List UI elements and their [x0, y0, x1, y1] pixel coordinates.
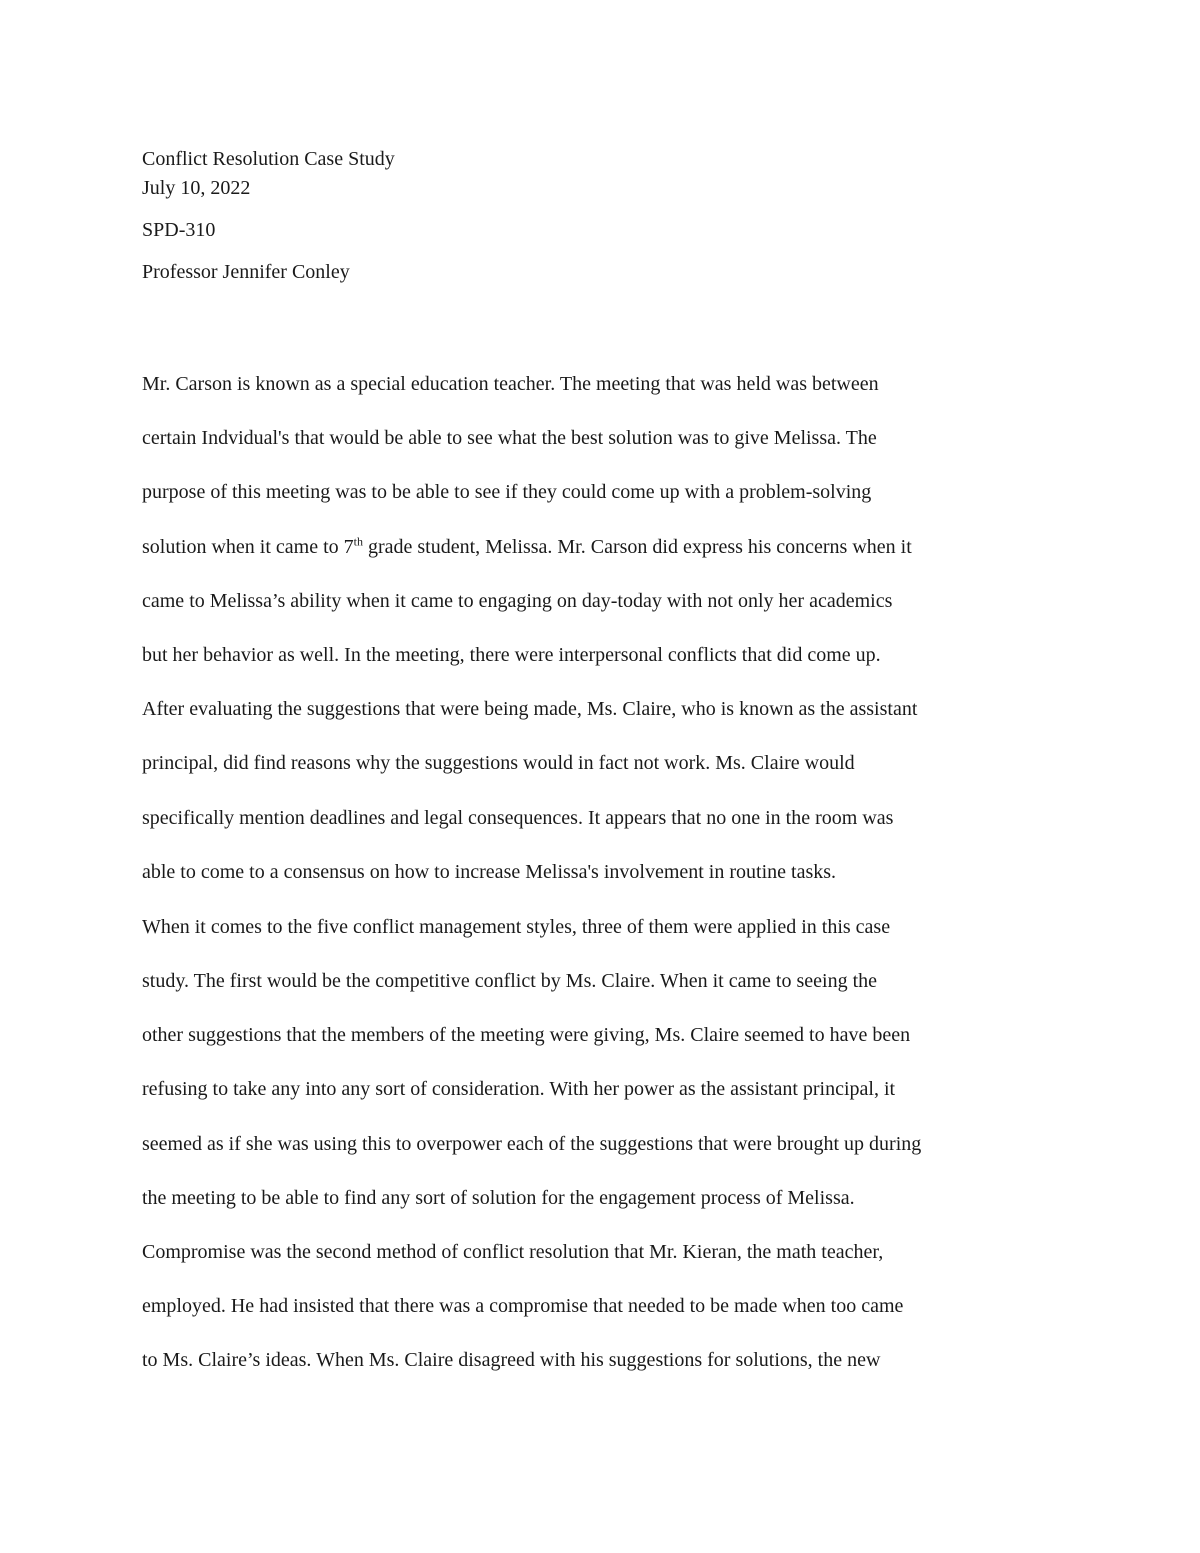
text-line: specifically mention deadlines and legal consequences. It appears that no one in the room was — [142, 806, 894, 829]
text-line: the meeting to be able to find any sort of solution for the engagement process of Melissa. — [142, 1186, 855, 1209]
paragraph-1 — [142, 368, 1062, 910]
text-line: When it comes to the five conflict management styles, three of them were applied in this case — [142, 915, 891, 938]
ordinal-superscript: th — [353, 533, 363, 548]
text-line: purpose of this meeting was to be able to see if they could come up with a problem-solving — [142, 481, 872, 504]
text-line: Compromise was the second method of conflict resolution that Mr. Kieran, the math teacher, — [142, 1241, 884, 1263]
text-line: Mr. Carson is known as a special education teacher. The meeting that was held was between — [142, 373, 879, 395]
text-line: seemed as if she was using this to overpower each of the suggestions that were brought up during — [142, 1132, 922, 1155]
document-header — [142, 145, 1062, 287]
text-line: After evaluating the suggestions that were being made, Ms. Claire, who is known as the assistant — [142, 698, 918, 721]
text-line: certain Indvidual's that would be able to see what the best solution was to give Melissa. The — [142, 427, 877, 450]
professor-name: Professor Jennifer Conley — [142, 261, 350, 283]
text-line: but her behavior as well. In the meeting, there were interpersonal conflicts that did come up. — [142, 643, 881, 666]
text-line: came to Melissa’s ability when it came to engaging on day-today with not only her academics — [142, 589, 893, 612]
text-segment: grade student, Melissa. Mr. Carson did express his concerns when it — [362, 535, 912, 558]
text-segment: solution when it came to 7 — [142, 535, 354, 558]
text-line: able to come to a consensus on how to increase Melissa's involvement in routine tasks. — [142, 860, 837, 883]
document-title: Conflict Resolution Case Study — [142, 148, 395, 170]
text-line: other suggestions that the members of the meeting were giving, Ms. Claire seemed to have been — [142, 1024, 911, 1047]
text-line: principal, did find reasons why the suggestions would in fact not work. Ms. Claire would — [142, 752, 855, 775]
document-date: July 10, 2022 — [142, 177, 251, 199]
paragraph-2 — [142, 911, 1062, 1399]
text-line: study. The first would be the competitive conflict by Ms. Claire. When it came to seeing the — [142, 970, 878, 993]
text-line: refusing to take any into any sort of consideration. With her power as the assistant principal, it — [142, 1078, 896, 1101]
text-line — [142, 531, 1062, 585]
text-line: employed. He had insisted that there was a compromise that needed to be made when too came — [142, 1295, 904, 1318]
text-line: to Ms. Claire’s ideas. When Ms. Claire disagreed with his suggestions for solutions, the new — [142, 1349, 881, 1372]
document-body — [142, 368, 1062, 1399]
course-code: SPD-310 — [142, 219, 216, 241]
